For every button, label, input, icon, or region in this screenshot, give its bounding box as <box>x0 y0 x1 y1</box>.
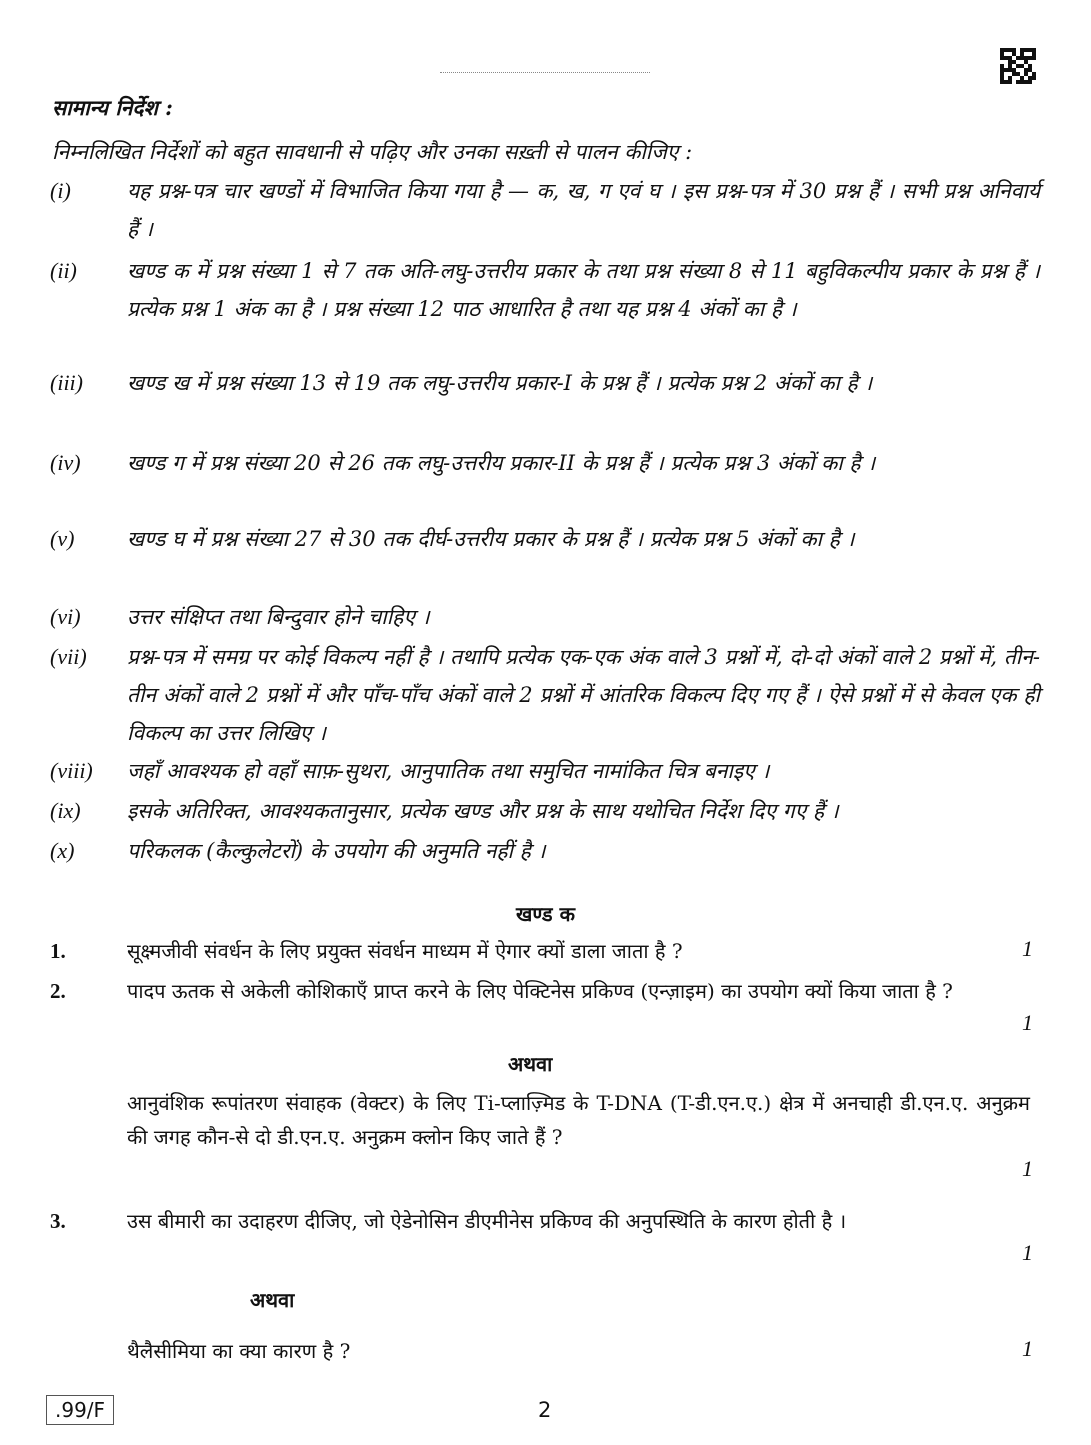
instruction-text: खण्ड घ में प्रश्न संख्या 27 से 30 तक दीर्घ-उत्तरीय प्रकार के प्रश्न हैं । प्रत्येक प्रश्न 5 अंकों का है । <box>127 527 855 551</box>
question-text: आनुवंशिक रूपांतरण संवाहक (वेक्टर) के लिए Ti-प्लाज़्मिड के T-DNA (T-डी.एन.ए.) क्षेत्र में अनचाही डी.एन.ए. अनुक्रम की जगह कौन-से दो डी.एन.ए. अनुक्रम क्लोन किए जाते हैं ? <box>127 1091 1030 1149</box>
instruction-text: यह प्रश्न-पत्र चार खण्डों में विभाजित किया गया है — क, ख, ग एवं घ । इस प्रश्न-पत्र में 30 प्रश्न हैं । सभी प्रश्न अनिवार्य हैं । <box>127 179 1040 241</box>
instruction-item <box>50 598 1040 636</box>
question-text: थैलैसीमिया का क्या कारण है ? <box>127 1339 351 1363</box>
instruction-text: इसके अतिरिक्त, आवश्यकतानुसार, प्रत्येक खण्ड और प्रश्न के साथ यथोचित निर्देश दिए गए हैं । <box>127 799 839 823</box>
question-item <box>50 974 1040 1008</box>
question-number: 3. <box>50 1209 66 1233</box>
instruction-item <box>50 638 1040 752</box>
instruction-item <box>50 444 1040 482</box>
or-label: अथवा <box>508 1052 553 1076</box>
top-dotted-line <box>440 72 650 73</box>
instruction-number: (iii) <box>50 370 83 395</box>
question-marks: 1 <box>1022 936 1033 961</box>
instruction-number: (vii) <box>50 644 87 669</box>
instruction-text: उत्तर संक्षिप्त तथा बिन्दुवार होने चाहिए । <box>127 605 430 629</box>
paper-code: .99/F <box>46 1395 114 1425</box>
question-marks: 1 <box>1022 1240 1033 1265</box>
instruction-text: खण्ड ख में प्रश्न संख्या 13 से 19 तक लघु-उत्तरीय प्रकार-I के प्रश्न हैं । प्रत्येक प्रश्न 2 अंकों का है । <box>127 371 873 395</box>
qr-code-icon <box>1000 48 1036 84</box>
question-number: 1. <box>50 939 66 963</box>
instruction-item <box>50 364 1040 402</box>
question-marks: 1 <box>1022 1336 1033 1361</box>
question-item <box>50 1334 1040 1368</box>
instruction-number: (ix) <box>50 798 81 823</box>
question-item <box>50 934 1040 968</box>
instruction-number: (x) <box>50 838 75 863</box>
question-marks: 1 <box>1022 1010 1033 1035</box>
question-text: सूक्ष्मजीवी संवर्धन के लिए प्रयुक्त संवर्धन माध्यम में ऐगार क्यों डाला जाता है ? <box>127 939 683 963</box>
instruction-item <box>50 792 1040 830</box>
instruction-number: (iv) <box>50 450 81 475</box>
instruction-text: खण्ड क में प्रश्न संख्या 1 से 7 तक अति-लघु-उत्तरीय प्रकार के तथा प्रश्न संख्या 8 से 11 बहुविकल्पीय प्रकार के प्रश्न हैं । प्रत्येक प्रश्न 1 अंक का है । प्रश्न संख्या 12 पाठ आधारित है तथा यह प्रश्न 4 अंकों का है । <box>127 259 1040 321</box>
instruction-text: प्रश्न-पत्र में समग्र पर कोई विकल्प नहीं है । तथापि प्रत्येक एक-एक अंक वाले 3 प्रश्नों में, दो-दो अंकों वाले 2 प्रश्नों में, तीन-तीन अंकों वाले 2 प्रश्नों में और पाँच-पाँच अंकों वाले 2 प्रश्नों में आंतरिक विकल्प दिए गए हैं । ऐसे प्रश्नों में से केवल एक ही विकल्प का उत्तर लिखिए । <box>127 645 1040 745</box>
instructions-intro: निम्नलिखित निर्देशों को बहुत सावधानी से पढ़िए और उनका सख़्ती से पालन कीजिए : <box>52 140 693 164</box>
instruction-item <box>50 172 1040 248</box>
general-instructions-heading: सामान्य निर्देश : <box>52 95 173 120</box>
instruction-number: (v) <box>50 526 75 551</box>
instruction-number: (i) <box>50 178 71 203</box>
instruction-text: परिकलक (कैल्कुलेटरों) के उपयोग की अनुमति नहीं है । <box>127 839 546 863</box>
question-item <box>50 1204 1040 1238</box>
instruction-item <box>50 752 1040 790</box>
instruction-number: (viii) <box>50 758 93 783</box>
section-title: खण्ड क <box>516 902 575 926</box>
page-number: 2 <box>538 1398 552 1422</box>
question-marks: 1 <box>1022 1156 1033 1181</box>
question-text: उस बीमारी का उदाहरण दीजिए, जो ऐडेनोसिन डीएमीनेस प्रकिण्व की अनुपस्थिति के कारण होती है । <box>127 1209 847 1233</box>
question-text: पादप ऊतक से अकेली कोशिकाएँ प्राप्त करने के लिए पेक्टिनेस प्रकिण्व (एन्ज़ाइम) का उपयोग क्यों किया जाता है ? <box>127 979 953 1003</box>
instruction-item <box>50 252 1040 328</box>
instruction-number: (ii) <box>50 258 77 283</box>
instruction-number: (vi) <box>50 604 81 629</box>
question-number: 2. <box>50 979 66 1003</box>
instruction-text: जहाँ आवश्यक हो वहाँ साफ़-सुथरा, आनुपातिक तथा समुचित नामांकित चित्र बनाइए । <box>127 759 770 783</box>
instruction-text: खण्ड ग में प्रश्न संख्या 20 से 26 तक लघु-उत्तरीय प्रकार-II के प्रश्न हैं । प्रत्येक प्रश्न 3 अंकों का है । <box>127 451 876 475</box>
instruction-item <box>50 520 1040 558</box>
question-item <box>50 1086 1040 1154</box>
instruction-item <box>50 832 1040 870</box>
or-label: अथवा <box>250 1288 295 1312</box>
